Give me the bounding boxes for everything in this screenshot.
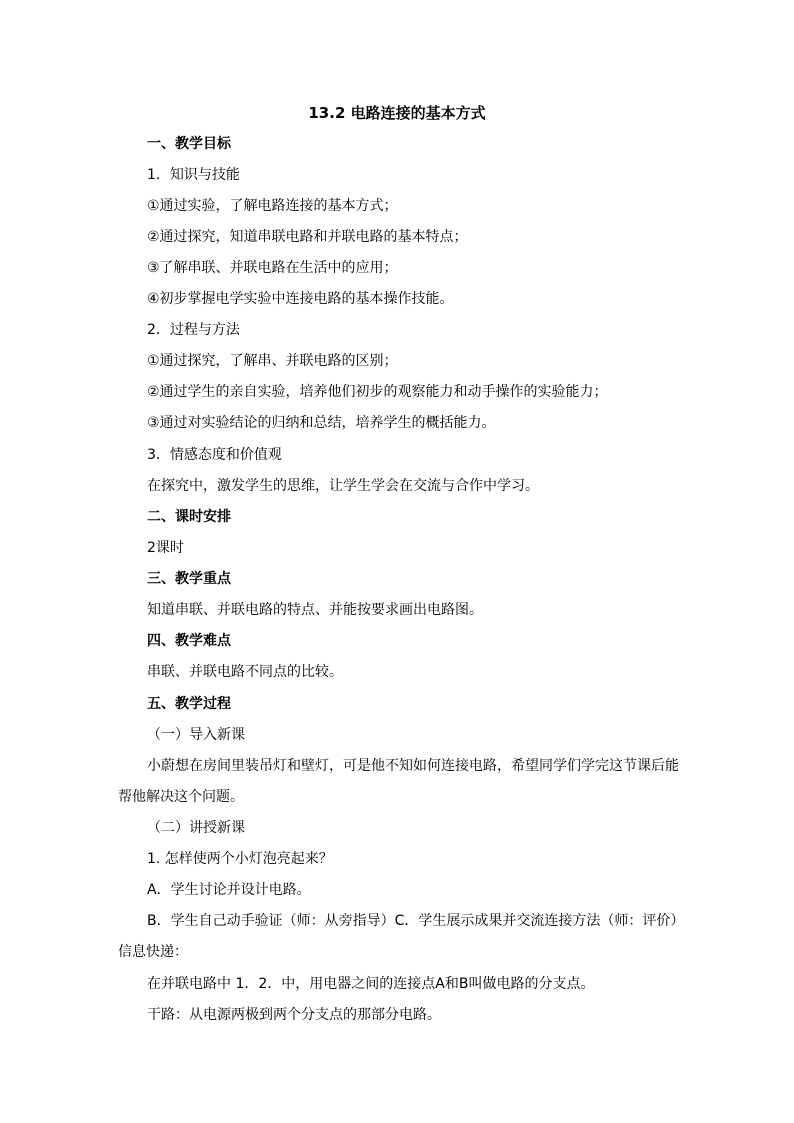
paragraph-continuation: 帮他解决这个问题。: [118, 789, 244, 805]
paragraph: 干路：从电源两极到两个分支点的那部分电路。: [147, 1007, 441, 1023]
paragraph: 串联、并联电路不同点的比较。: [147, 664, 343, 680]
section-heading-process: 五、教学过程: [147, 696, 231, 712]
page-title: 13.2 电路连接的基本方式: [308, 104, 486, 122]
list-item: ②通过探究，知道串联电路和并联电路的基本特点；: [147, 229, 468, 245]
paragraph: 1. 怎样使两个小灯泡亮起来？: [147, 851, 333, 867]
list-item: ④初步掌握电学实验中连接电路的基本操作技能。: [147, 291, 454, 307]
paragraph: B．学生自己动手验证（师：从旁指导）C．学生展示成果并交流连接方法（师：评价）: [147, 913, 685, 929]
subheading-knowledge-skills: 1．知识与技能: [147, 167, 240, 183]
paragraph: 小蔚想在房间里装吊灯和壁灯，可是他不知如何连接电路，希望同学们学完这节课后能: [147, 758, 679, 774]
section-heading-objectives: 一、教学目标: [147, 136, 231, 152]
list-item: ③了解串联、并联电路在生活中的应用；: [147, 260, 398, 276]
paragraph: 在探究中，激发学生的思维，让学生学会在交流与合作中学习。: [147, 478, 539, 494]
subheading-process-method: 2．过程与方法: [147, 322, 240, 338]
section-heading-difficulties: 四、教学难点: [147, 633, 231, 649]
list-item: ②通过学生的亲自实验，培养他们初步的观察能力和动手操作的实验能力；: [147, 384, 608, 400]
paragraph: 信息快递：: [118, 944, 188, 960]
paragraph: 2课时: [147, 540, 184, 556]
section-heading-key-points: 三、教学重点: [147, 571, 231, 587]
paragraph: A．学生讨论并设计电路。: [147, 882, 311, 898]
list-item: ①通过实验，了解电路连接的基本方式；: [147, 198, 398, 214]
list-item: ①通过探究，了解串、并联电路的区别；: [147, 353, 398, 369]
section-heading-schedule: 二、课时安排: [147, 509, 231, 525]
paragraph: 在并联电路中 1．2．中，用电器之间的连接点A和B叫做电路的分支点。: [147, 976, 595, 992]
subheading-attitude-values: 3．情感态度和价值观: [147, 447, 282, 463]
paragraph: 知道串联、并联电路的特点、并能按要求画出电路图。: [147, 602, 483, 618]
subheading-new-lesson: （二）讲授新课: [147, 820, 245, 836]
subheading-intro: （一）导入新课: [147, 727, 245, 743]
list-item: ③通过对实验结论的归纳和总结，培养学生的概括能力。: [147, 415, 496, 431]
